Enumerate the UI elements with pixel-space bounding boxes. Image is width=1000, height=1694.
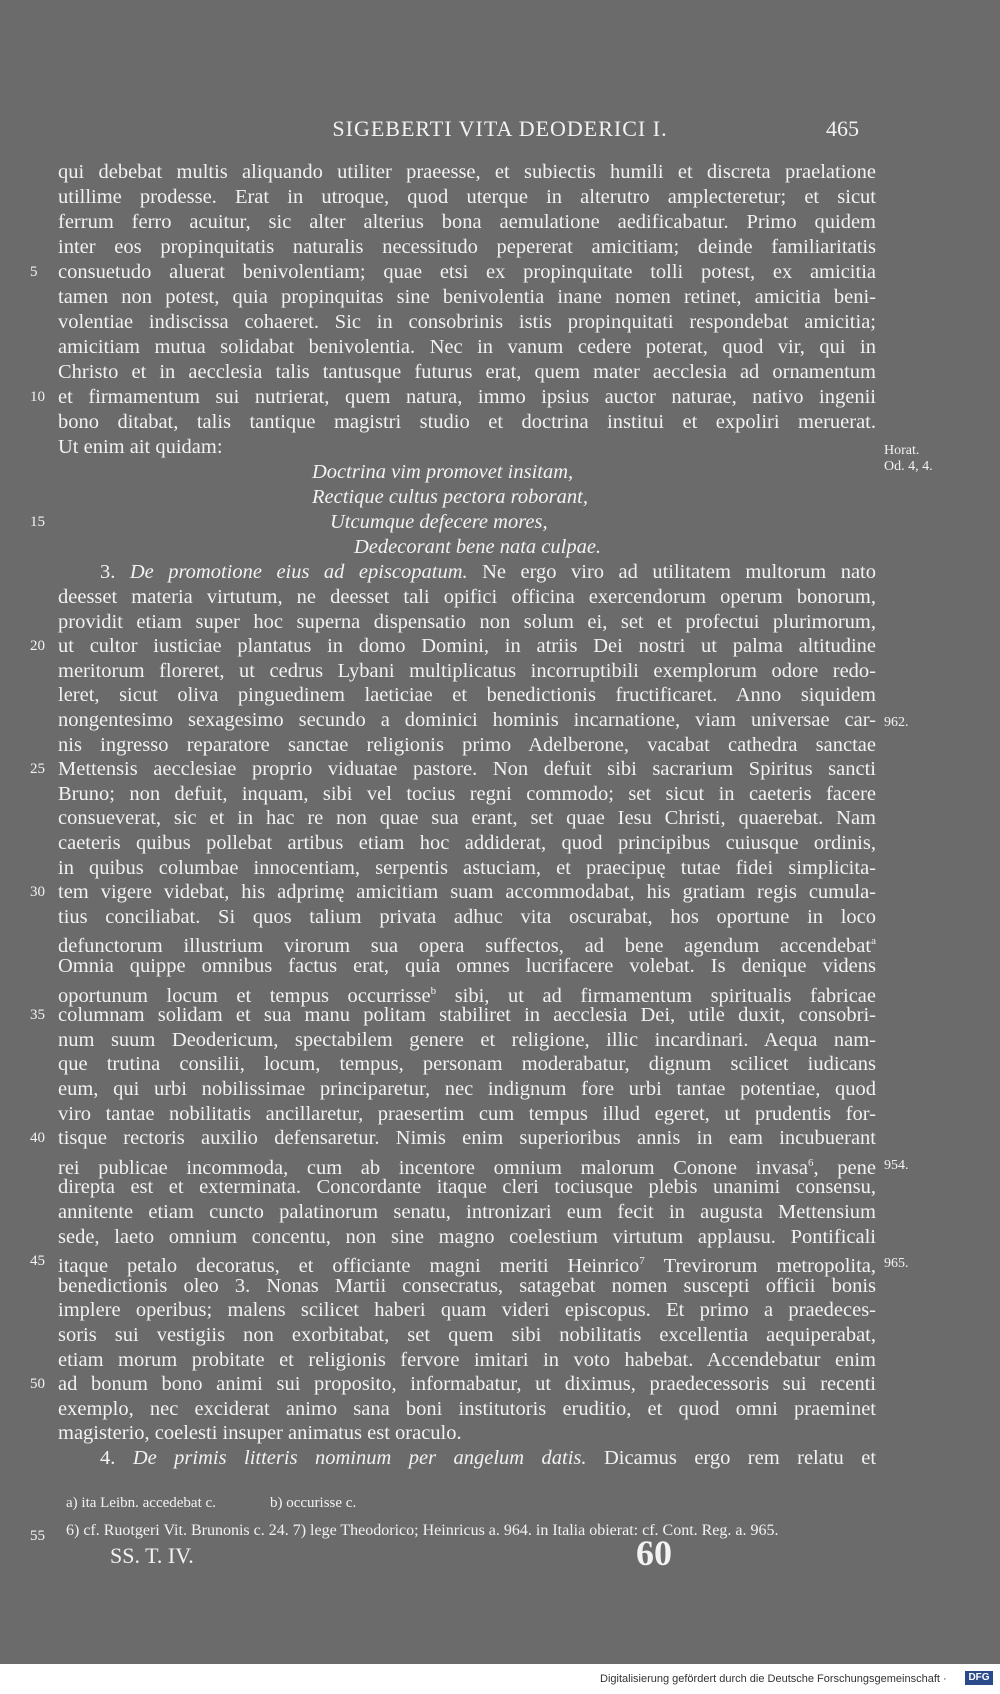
- dfg-logo: DFG: [965, 1671, 993, 1685]
- text-fragment: itaque petalo decoratus, et officiante magni meriti Heinrico: [58, 1254, 640, 1277]
- text-line: inter eos propinquitatis naturalis necessitudo pepererat amicitiam; deinde familiaritatis: [58, 236, 876, 258]
- text-line: direpta est et exterminata. Concordante itaque cleri tociusque plebis unanimi consensu,: [58, 1176, 876, 1198]
- margin-year: 962.: [884, 715, 909, 730]
- section-4-text: Dicamus ergo rem relatu et: [604, 1447, 877, 1469]
- text-line: leret, sicut oliva pinguedinem laeticiae et benedictionis fructificaret. Anno siquidem: [58, 684, 876, 706]
- text-line: meritorum floreret, ut cedrus Lybani multiplicatus incorruptibili exemplorum odore redo-: [58, 660, 876, 682]
- text-line: sede, laeto omnium concentu, non sine magno coelestium virtutum applausu. Pontificali: [58, 1226, 876, 1248]
- line-number: 5: [30, 264, 38, 280]
- text-line: in quibus columbae innocentiam, serpentis astuciam, et praecipuę tutae fidei simplicita-: [58, 857, 876, 879]
- footnote-marker: b: [430, 985, 437, 997]
- text-line: bono ditabat, talis tantique magistri studio et doctrina institui et expoliri meruerat.: [58, 411, 876, 433]
- line-number: 20: [30, 638, 45, 654]
- text-line: nongentesimo sexagesimo secundo a dominici hominis incarnatione, viam universae car-: [58, 709, 876, 731]
- text-line: que trutina consilii, locum, tempus, personam moderabatur, dignum scilicet iudicans: [58, 1053, 876, 1075]
- line-number: 30: [30, 884, 45, 900]
- text-line: ferrum ferro acuitur, sic alter alterius bona aemulatione aedificabatur. Primo quidem: [58, 211, 876, 233]
- text-line: annitente etiam cuncto palatinorum senatu, intronizari eum fecit in augusta Mettensium: [58, 1201, 876, 1223]
- text-line: Mettensis aecclesiae proprio viduatae pastore. Non defuit sibi sacrarium Spiritus sancti: [58, 758, 876, 780]
- margin-year: 954.: [884, 1158, 909, 1173]
- text-fragment: rei publicae incommoda, cum ab incentore omnium malorum Conone invasa: [58, 1156, 809, 1179]
- text-line: deesset materia virtutum, ne deesset tali opifici officina exercendorum operum bonorum,: [58, 586, 876, 608]
- text-line: benedictionis oleo 3. Nonas Martii consecratus, satagebat nomen suscepti officii bonis: [58, 1275, 876, 1297]
- text-line: Omnia quippe omnibus factus erat, quia omnes lucrifacere volebat. Is denique videns: [58, 955, 876, 977]
- text-line: amicitiam mutua solidabat benivolentia. Nec in vanum cedere poterat, quod vir, qui in: [58, 336, 876, 358]
- section-3-number: 3.: [100, 561, 116, 583]
- section-4-line: [100, 1446, 876, 1471]
- section-3-title: De promotione eius ad episcopatum.: [129, 561, 468, 583]
- line-number: 45: [30, 1253, 45, 1269]
- line-number: 40: [30, 1130, 45, 1146]
- text-line: nis ingresso reparatore sanctae religionis primo Adelberone, vacabat cathedra sanctae: [58, 734, 876, 756]
- page-number: 465: [826, 116, 859, 141]
- text-line: consueverat, sic et in hac re non quae sua erant, set quae Iesu Christi, quaerebat. Nam: [58, 807, 876, 829]
- text-fragment: oportunum locum et tempus occurrisse: [58, 984, 431, 1007]
- text-fragment: , pene: [813, 1156, 876, 1179]
- text-line: viro tantae nobilitatis ancillaretur, praesertim cum tempus illud egeret, ut prudentis for-: [58, 1103, 876, 1125]
- line-number: 55: [30, 1528, 45, 1544]
- text-line: tamen non potest, quia propinquitas sine benivolentia inane nomen retinet, amicitia beni-: [58, 286, 876, 308]
- text-line: Bruno; non defuit, inquam, sibi vel tocius regni commodo; set sicut in caeteris facere: [58, 783, 876, 805]
- verse-line: Utcumque defecere mores,: [330, 511, 548, 533]
- line-number: 10: [30, 389, 45, 405]
- verse-line: Rectique cultus pectora roborant,: [312, 486, 588, 508]
- text-line: exemplo, nec exciderat animo sana boni institutoris eruditio, et quod omni praeminet: [58, 1398, 876, 1420]
- text-line: ut cultor iusticiae plantatus in domo Domini, in atriis Dei nostri ut palma altitudine: [58, 635, 876, 657]
- text-fragment: defunctorum illustrium virorum sua opera suffectos, ad bene agendum accendebat: [58, 934, 872, 957]
- verse-line: Doctrina vim promovet insitam,: [312, 461, 574, 483]
- verse-line: Dedecorant bene nata culpae.: [354, 536, 602, 558]
- footnote-marker: 6: [808, 1157, 814, 1169]
- text-line: eum, qui urbi nobilissimae principaretur, nec indignum fore urbi tantae potentiae, quod: [58, 1078, 876, 1100]
- text-line: num suum Deodericum, spectabilem genere et religione, illic incardinari. Aequa nam-: [58, 1029, 876, 1051]
- section-4-title: De primis litteris nominum per angelum datis.: [132, 1447, 587, 1469]
- margin-reference: Od. 4, 4.: [884, 459, 933, 474]
- text-line: etiam morum probitate et religionis fervore imitari in voto habebat. Accendebatur enim: [58, 1349, 876, 1371]
- text-line: caeteris quibus pollebat artibus etiam hoc addiderat, quod principibus cuiusque ordinis,: [58, 832, 876, 854]
- line-number: 15: [30, 514, 45, 530]
- text-line: ad bonum bono animi sui proposito, informabatur, ut diximus, praedecessoris sui recenti: [58, 1373, 876, 1395]
- text-line: soris sui vestigiis non exorbitabat, set quem sibi nobilitatis excellentia aequiperabat,: [58, 1324, 876, 1346]
- margin-reference: Horat.: [884, 443, 920, 458]
- sheet-number: 60: [636, 1533, 672, 1573]
- section-3-text: Ne ergo viro ad utilitatem multorum nato: [482, 561, 876, 583]
- margin-year: 965.: [884, 1256, 909, 1271]
- text-line: volentiae indiscissa cohaeret. Sic in consobrinis istis propinquitati respondebat amicitia;: [58, 311, 876, 333]
- footnote-6-7: 6) cf. Ruotgeri Vit. Brunonis c. 24. 7) lege Theodorico; Heinricus a. 964. in Italia obierat: cf. Cont. Reg. a. 965.: [66, 1522, 779, 1539]
- section-3-line: [100, 560, 876, 585]
- text-line: tius conciliabat. Si quos talium privata adhuc vita oscurabat, hos oportune in loco: [58, 906, 876, 928]
- text-line: utillime prodesse. Erat in utroque, quod uterque in alterutro amplecteretur; et sicut: [58, 186, 876, 208]
- text-line: Christo et in aecclesia talis tantusque futurus erat, quem mater aecclesia ad ornamentum: [58, 361, 876, 383]
- text-fragment: sibi, ut ad firmamentum spiritualis fabricae: [454, 984, 877, 1007]
- footnote-b: b) occurisse c.: [270, 1495, 357, 1511]
- line-number: 25: [30, 761, 45, 777]
- text-line: tisque rectoris auxilio defensaretur. Nimis enim superioribus annis in eam incubuerant: [58, 1127, 876, 1149]
- signature-mark: SS. T. IV.: [110, 1543, 194, 1568]
- text-fragment: Trevirorum metropolita,: [663, 1254, 876, 1277]
- text-line: consuetudo aluerat benivolentiam; quae etsi ex propinquitate tolli potest, ex amicitia: [58, 261, 876, 283]
- footnote-marker: 7: [639, 1255, 645, 1267]
- footnote-marker: a: [871, 935, 876, 947]
- line-number: 35: [30, 1007, 45, 1023]
- line-number: 50: [30, 1376, 45, 1392]
- text-line: tem vigere videbat, his adprimę amicitiam suam accommodabat, his gratiam regis cumula-: [58, 881, 876, 903]
- text-line: qui debebat multis aliquando utiliter praeesse, et subiectis humili et discreta praelatione: [58, 161, 876, 183]
- section-4-number: 4.: [100, 1447, 116, 1469]
- text-line: implere operibus; malens scilicet haberi quam videri episcopus. Et primo a praedeces-: [58, 1299, 876, 1321]
- text-line: et firmamentum sui nutrierat, quem natura, immo ipsius auctor naturae, nativo ingenii: [58, 386, 876, 408]
- footnote-a: a) ita Leibn. accedebat c.: [66, 1495, 216, 1511]
- text-line: columnam solidam et sua manu politam stabiliret in aecclesia Dei, utile duxit, consobri-: [58, 1004, 876, 1026]
- text-line: providit etiam super hoc superna dispensatio non solum ei, set et profectui plurimorum,: [58, 611, 876, 633]
- running-head: SIGEBERTI VITA DEODERICI I.: [332, 116, 668, 141]
- text-line: magisterio, coelesti insuper animatus est oraculo.: [58, 1422, 462, 1444]
- text-line: Ut enim ait quidam:: [58, 436, 223, 458]
- digitization-credit: Digitalisierung gefördert durch die Deutsche Forschungsgemeinschaft ·: [600, 1673, 947, 1685]
